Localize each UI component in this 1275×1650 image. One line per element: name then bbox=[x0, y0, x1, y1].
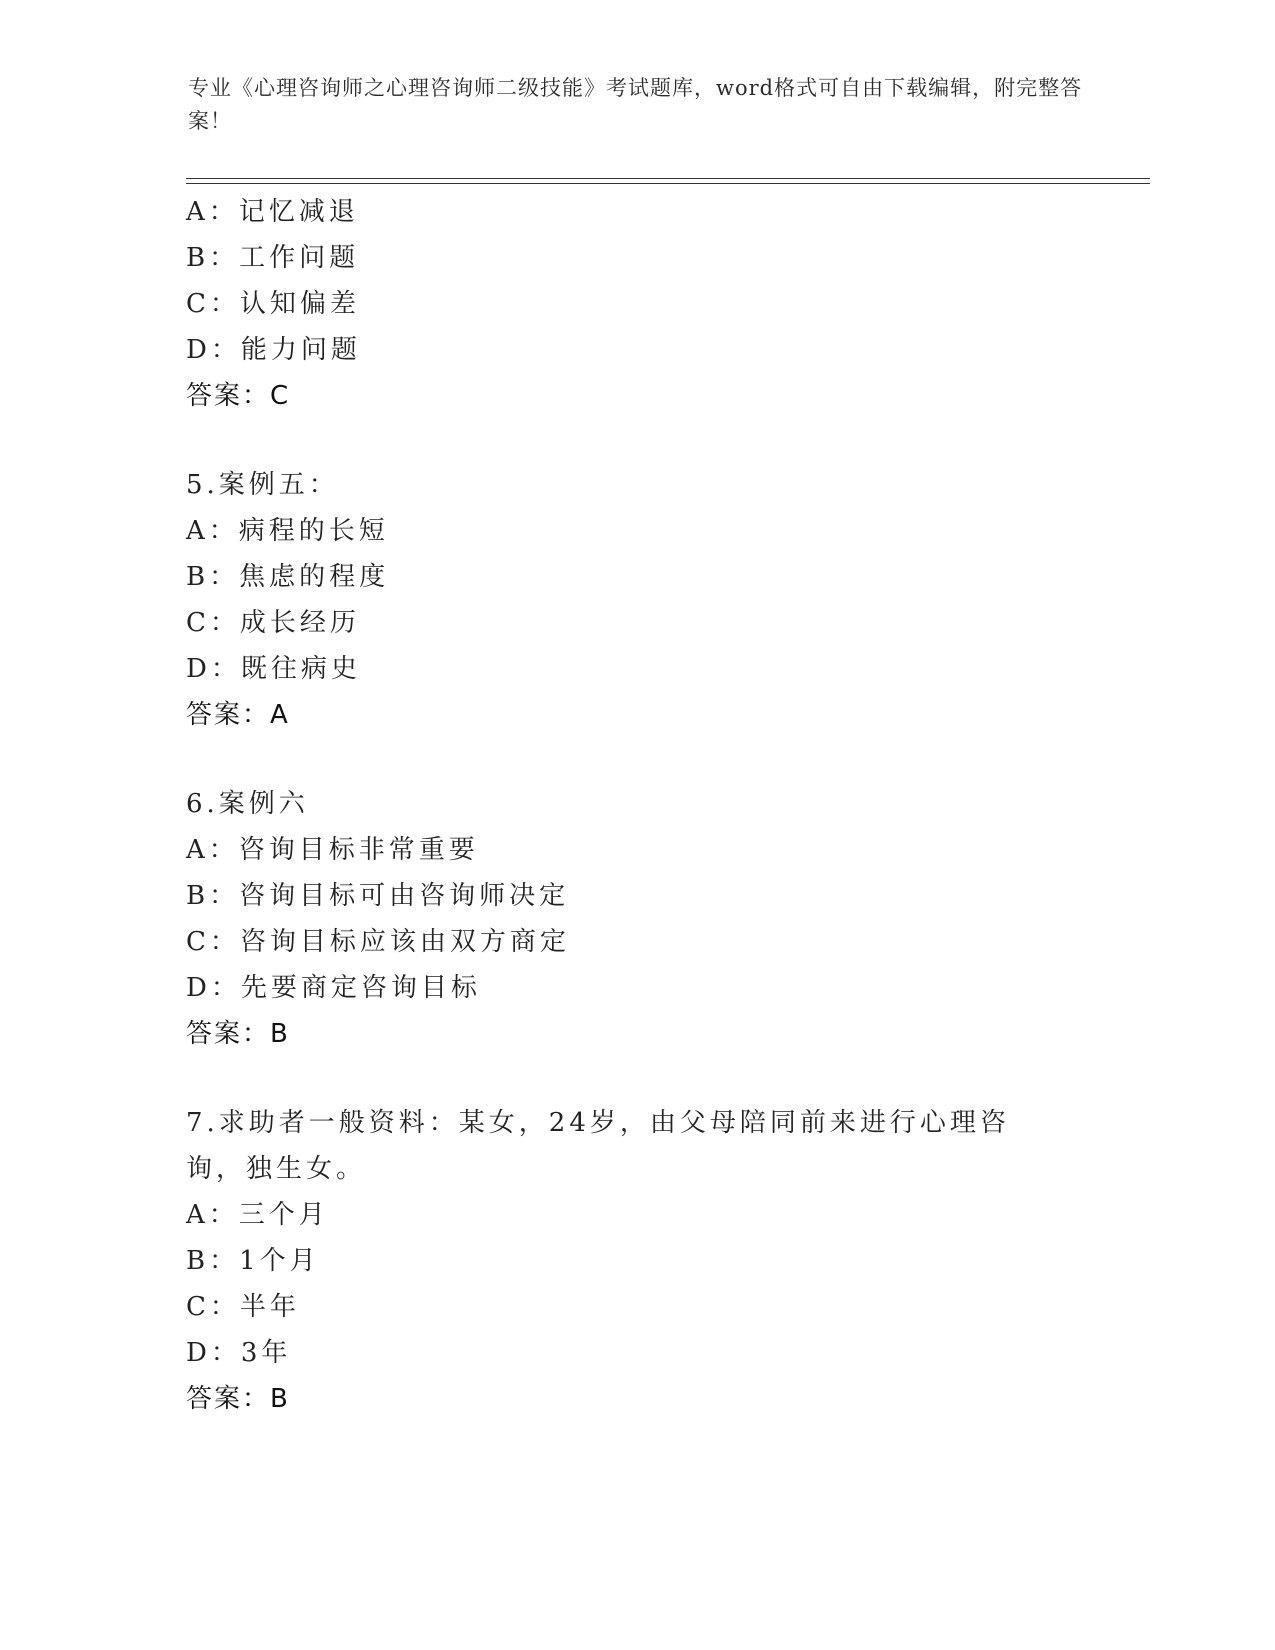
option-d: D：能力问题 bbox=[186, 335, 361, 365]
option-a: A：三个月 bbox=[186, 1200, 329, 1230]
option-c: C：认知偏差 bbox=[186, 289, 360, 319]
option-c: C：半年 bbox=[186, 1292, 300, 1322]
option-a: A：病程的长短 bbox=[186, 516, 389, 546]
answer-line: 答案：A bbox=[186, 700, 290, 730]
option-d: D：先要商定咨询目标 bbox=[186, 973, 481, 1003]
option-b: B：1个月 bbox=[186, 1246, 320, 1276]
option-d: D：既往病史 bbox=[186, 654, 361, 684]
question-6 bbox=[186, 781, 1086, 1057]
question-stem: 7.求助者一般资料：某女，24岁，由父母陪同前来进行心理咨询，独生女。 bbox=[186, 1108, 1010, 1184]
question-4 bbox=[186, 189, 1086, 419]
spacer bbox=[186, 738, 1086, 781]
header-divider-top bbox=[186, 178, 1150, 179]
question-stem: 6.案例六 bbox=[186, 789, 309, 819]
question-7 bbox=[186, 1100, 1086, 1422]
question-stem: 5.案例五： bbox=[186, 470, 339, 500]
question-list bbox=[186, 189, 1086, 1422]
option-c: C：咨询目标应该由双方商定 bbox=[186, 927, 570, 957]
option-b: B：咨询目标可由咨询师决定 bbox=[186, 881, 570, 911]
answer-line: 答案：B bbox=[186, 1384, 290, 1414]
spacer bbox=[186, 1057, 1086, 1100]
option-a: A：咨询目标非常重要 bbox=[186, 835, 479, 865]
option-b: B：焦虑的程度 bbox=[186, 562, 390, 592]
document-header: 专业《心理咨询师之心理咨询师二级技能》考试题库，word格式可自由下载编辑，附完整答案！ bbox=[188, 76, 1083, 133]
option-b: B：工作问题 bbox=[186, 243, 360, 273]
answer-line: 答案：C bbox=[186, 381, 291, 411]
question-5 bbox=[186, 462, 1086, 738]
option-a: A：记忆减退 bbox=[186, 197, 359, 227]
header-divider-bottom bbox=[186, 183, 1150, 184]
option-c: C：成长经历 bbox=[186, 608, 360, 638]
option-d: D：3年 bbox=[186, 1338, 292, 1368]
answer-line: 答案：B bbox=[186, 1019, 290, 1049]
spacer bbox=[186, 419, 1086, 462]
